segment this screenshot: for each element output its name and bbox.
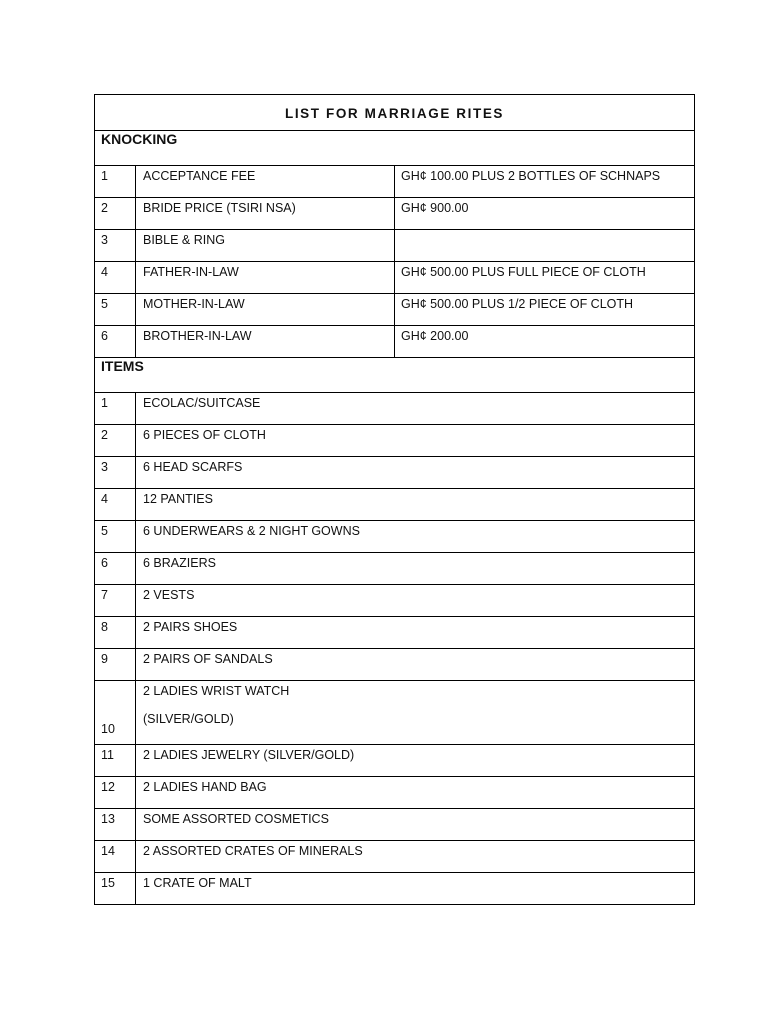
table-row: [95, 585, 695, 617]
table-row: [95, 166, 695, 198]
row-number: 4: [95, 262, 136, 294]
row-number: 8: [95, 617, 136, 649]
table-row: [95, 777, 695, 809]
row-number: 12: [95, 777, 136, 809]
row-number: 7: [95, 585, 136, 617]
row-number: 6: [95, 326, 136, 358]
row-number: 5: [95, 521, 136, 553]
table-row: [95, 262, 695, 294]
row-number: 13: [95, 809, 136, 841]
table-row: [95, 230, 695, 262]
document-title: LIST FOR MARRIAGE RITES: [95, 95, 695, 131]
row-item-line-2: (SILVER/GOLD): [143, 712, 234, 726]
row-item: MOTHER-IN-LAW: [136, 294, 395, 326]
row-number: 3: [95, 457, 136, 489]
row-item: 12 PANTIES: [136, 489, 695, 521]
table-row: [95, 649, 695, 681]
table-row: [95, 841, 695, 873]
table-row: [95, 489, 695, 521]
row-amount: GH¢ 500.00 PLUS FULL PIECE OF CLOTH: [395, 262, 695, 294]
row-item: BIBLE & RING: [136, 230, 395, 262]
row-amount: GH¢ 500.00 PLUS 1/2 PIECE OF CLOTH: [395, 294, 695, 326]
table-row: [95, 294, 695, 326]
table-row: [95, 553, 695, 585]
row-item: 6 UNDERWEARS & 2 NIGHT GOWNS: [136, 521, 695, 553]
table-row: [95, 873, 695, 905]
row-item: [136, 681, 695, 745]
row-item: 2 VESTS: [136, 585, 695, 617]
row-amount: GH¢ 100.00 PLUS 2 BOTTLES OF SCHNAPS: [395, 166, 695, 198]
row-item: 2 PAIRS OF SANDALS: [136, 649, 695, 681]
row-item: 2 ASSORTED CRATES OF MINERALS: [136, 841, 695, 873]
table-row: [95, 425, 695, 457]
row-number: 15: [95, 873, 136, 905]
row-number: 6: [95, 553, 136, 585]
row-number: 10: [95, 681, 136, 745]
table-row: [95, 809, 695, 841]
row-item: 6 BRAZIERS: [136, 553, 695, 585]
row-item: FATHER-IN-LAW: [136, 262, 395, 294]
row-number: 5: [95, 294, 136, 326]
row-number: 1: [95, 393, 136, 425]
row-item-line-1: 2 LADIES WRIST WATCH: [143, 684, 290, 698]
table-row: [95, 681, 695, 745]
table-row: [95, 198, 695, 230]
table-row: [95, 457, 695, 489]
row-item: BROTHER-IN-LAW: [136, 326, 395, 358]
row-number: 11: [95, 745, 136, 777]
row-amount: GH¢ 900.00: [395, 198, 695, 230]
row-item: BRIDE PRICE (TSIRI NSA): [136, 198, 395, 230]
row-amount: [395, 230, 695, 262]
row-item: 6 PIECES OF CLOTH: [136, 425, 695, 457]
table-row: [95, 617, 695, 649]
row-number: 9: [95, 649, 136, 681]
table-row: [95, 521, 695, 553]
row-item: 6 HEAD SCARFS: [136, 457, 695, 489]
table-row: [95, 326, 695, 358]
row-item: ACCEPTANCE FEE: [136, 166, 395, 198]
row-item: ECOLAC/SUITCASE: [136, 393, 695, 425]
row-amount: GH¢ 200.00: [395, 326, 695, 358]
table-row: [95, 745, 695, 777]
row-item: 1 CRATE OF MALT: [136, 873, 695, 905]
row-number: 14: [95, 841, 136, 873]
row-number: 2: [95, 198, 136, 230]
row-item: 2 PAIRS SHOES: [136, 617, 695, 649]
row-number: 2: [95, 425, 136, 457]
section-heading-knocking: KNOCKING: [95, 131, 695, 166]
table-row: [95, 393, 695, 425]
row-number: 3: [95, 230, 136, 262]
section-heading-items: ITEMS: [95, 358, 695, 393]
marriage-rites-table: [94, 94, 695, 905]
row-item: SOME ASSORTED COSMETICS: [136, 809, 695, 841]
row-number: 1: [95, 166, 136, 198]
row-number: 4: [95, 489, 136, 521]
row-item: 2 LADIES HAND BAG: [136, 777, 695, 809]
row-item: 2 LADIES JEWELRY (SILVER/GOLD): [136, 745, 695, 777]
